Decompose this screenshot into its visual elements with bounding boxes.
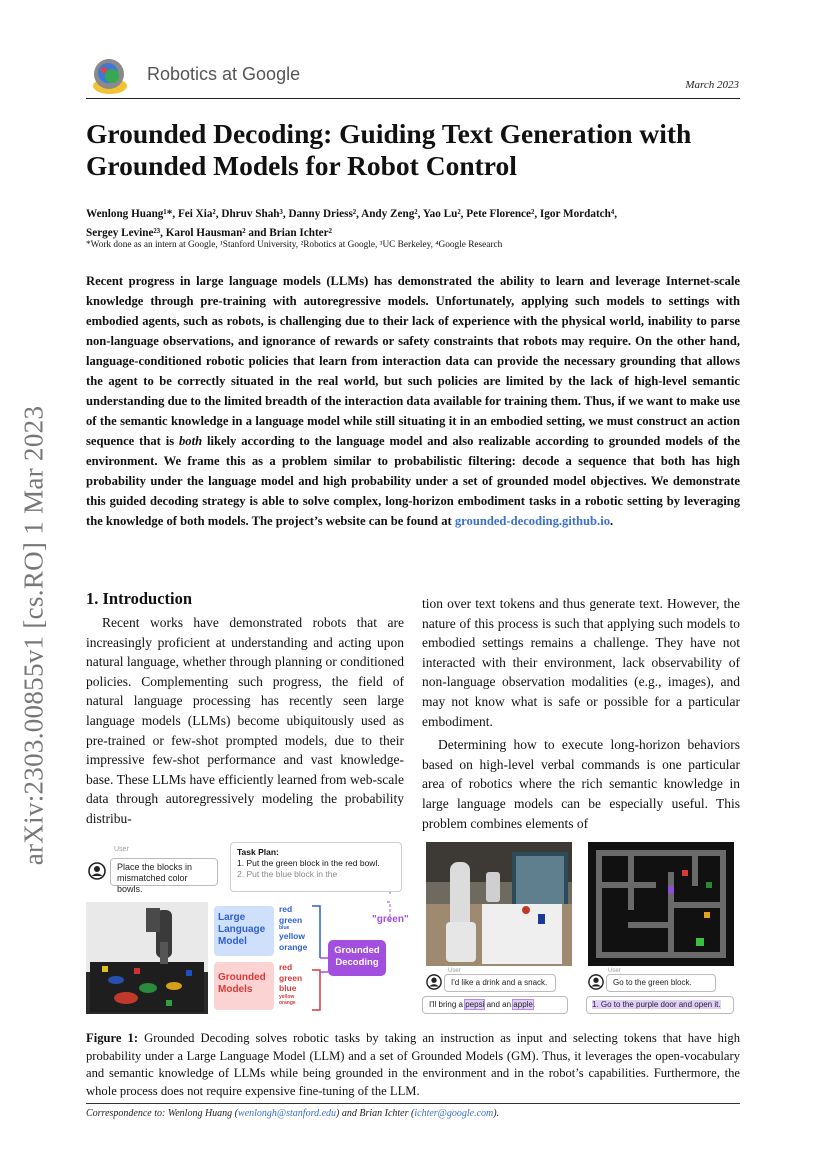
llm-token: yellow [279,931,305,941]
user-icon [88,862,106,880]
task-plan-step-2: 2. Put the blue block in the [237,869,338,879]
llm-token: blue [279,925,290,931]
project-website-link[interactable]: grounded-decoding.github.io [454,514,610,528]
gm-token: yellow [279,993,295,1000]
gm-token: red [279,962,293,972]
user-icon [426,974,442,990]
task-plan-title: Task Plan: [237,847,279,857]
header-divider [86,98,740,99]
figure-1 [86,840,742,1020]
figure-caption [86,1030,740,1100]
gm-token: blue [279,983,297,993]
robot-response-bubble [422,996,568,1014]
gm-token: orange [279,999,296,1006]
paper-title: Grounded Decoding: Guiding Text Generation with Grounded Models for Robot Control [86,118,692,181]
response-text: I'll bring a [429,1000,463,1009]
user-label: User [114,846,129,853]
footer-divider [86,1103,740,1104]
robot-instruction-bubble: I'd like a drink and a snack. [444,974,556,992]
apple-token: apple [513,1000,533,1009]
abstract-end: . [610,514,614,528]
section-heading-introduction: 1. Introduction [86,589,193,608]
author-line-2: Sergey Levine²³, Karol Hausman² and Brian Ichter² [86,227,332,239]
abstract-text: Recent progress in large language models (LLMs) has demonstrated the ability to learn and leverage Internet-scale knowledge through pre-training with autoregressive models. Unfortunately, applying such models to settings with embodied agents, such as robots, is challenging due to their lack of experience with the physical world, inability to parse non-language observations, and ignorance of rewards or safety constraints that robots may require. On the other hand, language-conditioned robotic policies that learn from interaction data can provide the necessary grounding that allows the agent to be correctly situated in the real world, but such policies are limited by the lack of high-level semantic understanding due to the limited breadth of the interaction data available for training them. Thus, if we want to make use of the semantic knowledge in a language model while still situating it in an embodied setting, we must construct an action sequence that is [86,274,740,448]
author-list [86,205,740,243]
intro-left-column [86,613,404,829]
minigrid-environment-image [588,842,734,966]
gm-token-list [279,962,302,1006]
publication-date: March 2023 [685,79,739,91]
robot-kitchen-photo [426,842,572,966]
intro-paragraph: tion over text tokens and thus generate text. However, the nature of this process is such that applying such models to embodied settings remains a challenge. They have not interacted with their environment, lack observability of non-language observation modalities (e.g., images), and may not know what is safe or possible for a particular embodiment. [422,596,740,729]
robot-user-label: User [448,968,461,974]
email-link-ichter[interactable]: ichter@google.com [414,1108,494,1119]
caption-text: Grounded Decoding solves robotic tasks by taking an instruction as input and selecting tokens that have high probability under a Large Language Model (LLM) and a set of Grounded Models (GM). Thus, it leverages the open-vocabulary and semantic knowledge of LLMs while being grounded in the environment and in the robot’s capabilities. Furthermore, the whole process does not require expensive fine-tuning of the LLM. [86,1031,740,1098]
footer-text: ) and Brian Ichter ( [336,1108,415,1119]
footer-text: Correspondence to: Wenlong Huang ( [86,1108,239,1119]
grid-response-bubble [586,996,734,1014]
grid-user-label: User [608,968,621,974]
abstract [86,271,740,531]
chosen-token: "green" [372,914,409,925]
task-plan-box [230,842,402,892]
intro-paragraph: Determining how to execute long-horizon behaviors based on high-level verbal commands is one particular area of robotics where the rich semantic knowledge in large language models can be especially useful. This problem combines elements of [422,737,740,831]
intro-paragraph: Recent works have demonstrated robots that are increasingly proficient at understanding and acting upon natural language, whether through planning or conditioned policies. Complementing such progress, the field of natural language processing has recently seen large language models (LLMs) become ubiquitously used as pre-trained or few-shot prompted models, due to their impressive few-shot performance and vast knowledge-base. These LLMs have efficiently learned from web-scale data through autoregressively modeling the probability distribu- [86,615,404,826]
grounded-models-block: Grounded Models [214,962,274,1010]
intro-right-column [422,594,740,833]
grid-instruction-bubble: Go to the green block. [606,974,716,992]
robotics-at-google-logo [90,56,130,96]
brand-name: Robotics at Google [147,64,301,84]
arxiv-stamp: arXiv:2303.00855v1 [cs.RO] 1 Mar 2023 [18,405,49,866]
caption-label: Figure 1: [86,1031,139,1045]
abstract-emphasis: both [178,434,203,448]
llm-token: red [279,904,293,914]
author-line-1: Wenlong Huang¹*, Fei Xia², Dhruv Shah³, Danny Driess², Andy Zeng², Yao Lu², Pete Florence², Igor Mordatch⁴, [86,208,618,220]
grid-response-text: 1. Go to the purple door and open it. [592,1000,721,1009]
task-plan-step-1: 1. Put the green block in the red bowl. [237,858,380,868]
abstract-text-2: likely according to the language model and also realizable according to grounded models of the environment. We frame this as a problem similar to probabilistic filtering: decode a sequence that both has high probability under the language model and high probability under a set of grounded model objectives. We demonstrate this guided decoding strategy is able to solve complex, long-horizon embodiment tasks in a robotic setting by leveraging the knowledge of both models. The project’s website can be found at [86,434,740,528]
response-text: . [532,1000,536,1009]
pepsi-token: pepsi [465,1000,485,1009]
llm-token: orange [279,941,308,952]
llm-token: green [279,914,303,925]
gm-token: green [279,972,303,983]
tabletop-scene-image [86,902,208,1014]
affiliations: *Work done as an intern at Google, ¹Stanford University, ²Robotics at Google, ³UC Berkeley, ⁴Google Research [86,240,503,250]
user-icon [588,974,604,990]
email-link-wenlong[interactable]: wenlongh@stanford.edu [238,1108,337,1119]
grounded-decoding-block: Grounded Decoding [328,940,386,976]
footer-text: ). [493,1108,500,1119]
user-instruction-bubble: Place the blocks in mismatched color bowls. [110,858,218,886]
llm-block: Large Language Model [214,906,274,956]
correspondence-footer [86,1108,499,1119]
response-text: and an [486,1000,512,1009]
llm-token-list [279,904,307,952]
